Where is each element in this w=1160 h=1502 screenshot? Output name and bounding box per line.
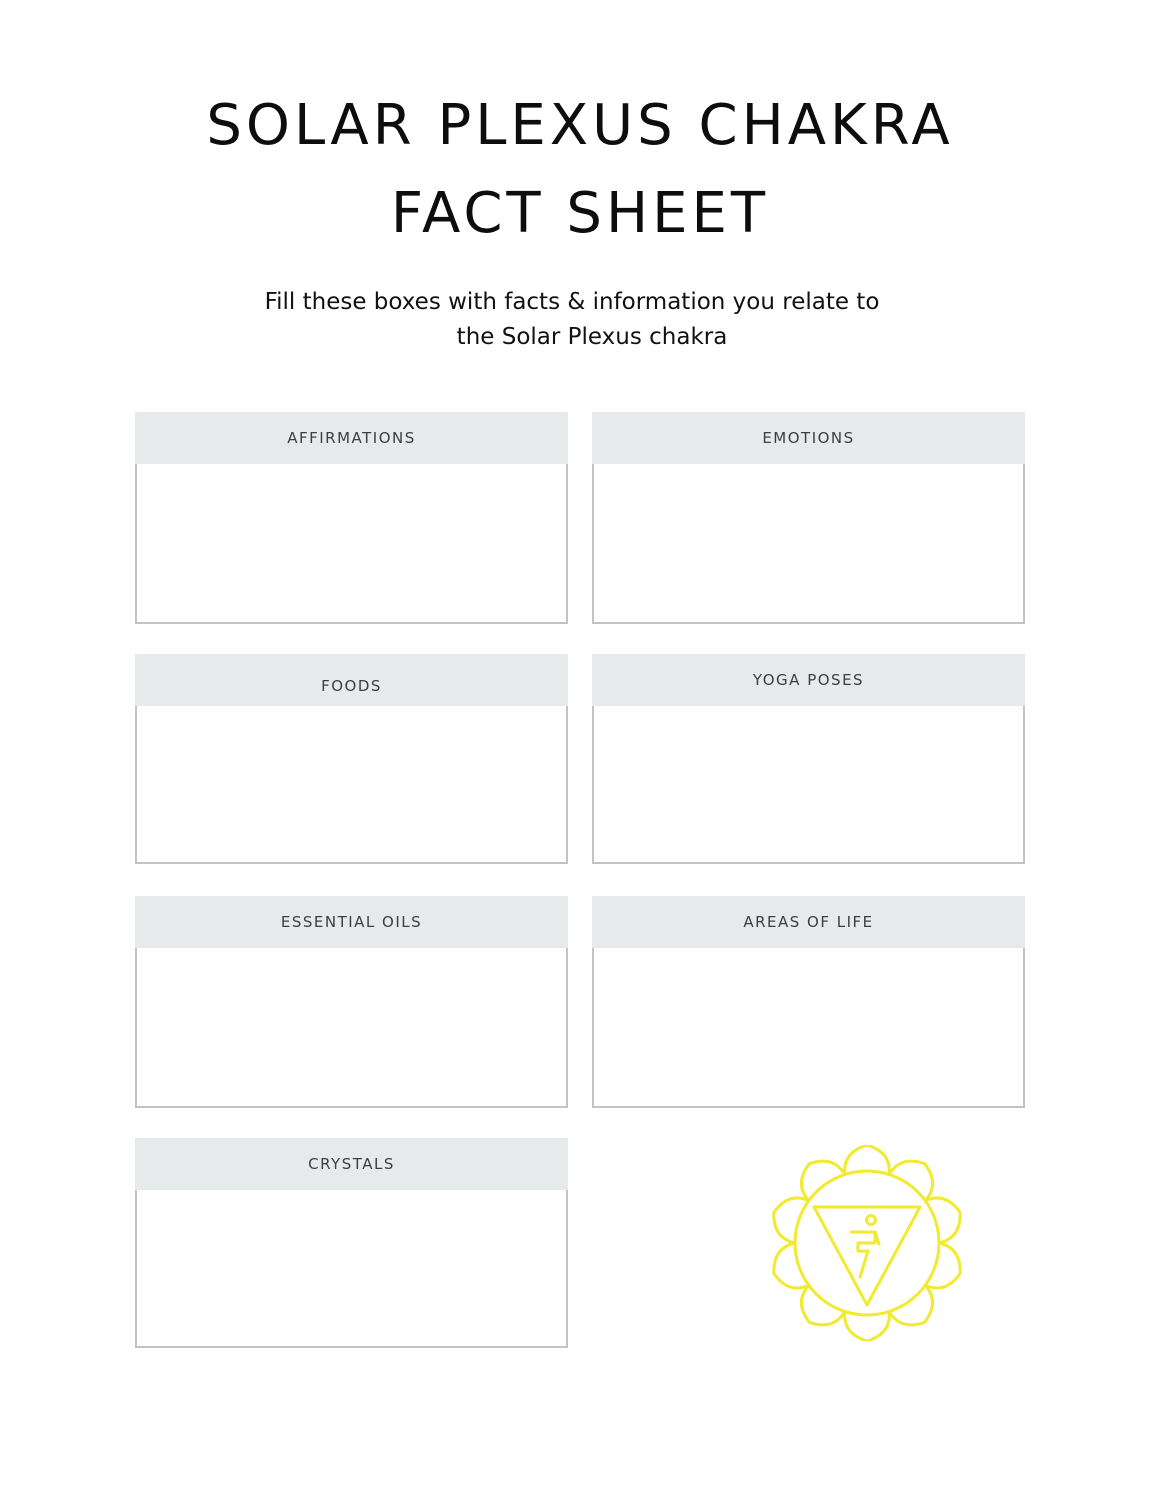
emotions-box[interactable] bbox=[592, 412, 1025, 624]
emotions-header bbox=[592, 412, 1025, 464]
affirmations-header bbox=[135, 412, 568, 464]
page-title-line-2: FACT SHEET bbox=[390, 181, 770, 246]
foods-box[interactable] bbox=[135, 654, 568, 864]
essential-oils-box[interactable] bbox=[135, 896, 568, 1108]
essential-oils-header bbox=[135, 896, 568, 948]
crystals-header bbox=[135, 1138, 568, 1190]
affirmations-label: AFFIRMATIONS bbox=[287, 429, 416, 447]
emotions-label: EMOTIONS bbox=[762, 429, 855, 447]
crystals-box[interactable] bbox=[135, 1138, 568, 1348]
foods-label: FOODS bbox=[321, 677, 382, 695]
areas-of-life-box[interactable] bbox=[592, 896, 1025, 1108]
foods-header bbox=[135, 654, 568, 706]
areas-of-life-label: AREAS OF LIFE bbox=[743, 913, 874, 931]
crystals-label: CRYSTALS bbox=[308, 1155, 395, 1173]
page-title-line-1: SOLAR PLEXUS CHAKRA bbox=[206, 93, 954, 158]
yoga-poses-header bbox=[592, 654, 1025, 706]
yoga-poses-label: YOGA POSES bbox=[752, 671, 865, 689]
instructions-line-2: the Solar Plexus chakra bbox=[456, 324, 728, 350]
affirmations-box[interactable] bbox=[135, 412, 568, 624]
instructions-line-1: Fill these boxes with facts & information you relate to bbox=[264, 289, 880, 315]
solar-plexus-chakra-icon bbox=[764, 1145, 970, 1341]
essential-oils-label: ESSENTIAL OILS bbox=[280, 913, 423, 931]
yoga-poses-box[interactable] bbox=[592, 654, 1025, 864]
areas-of-life-header bbox=[592, 896, 1025, 948]
